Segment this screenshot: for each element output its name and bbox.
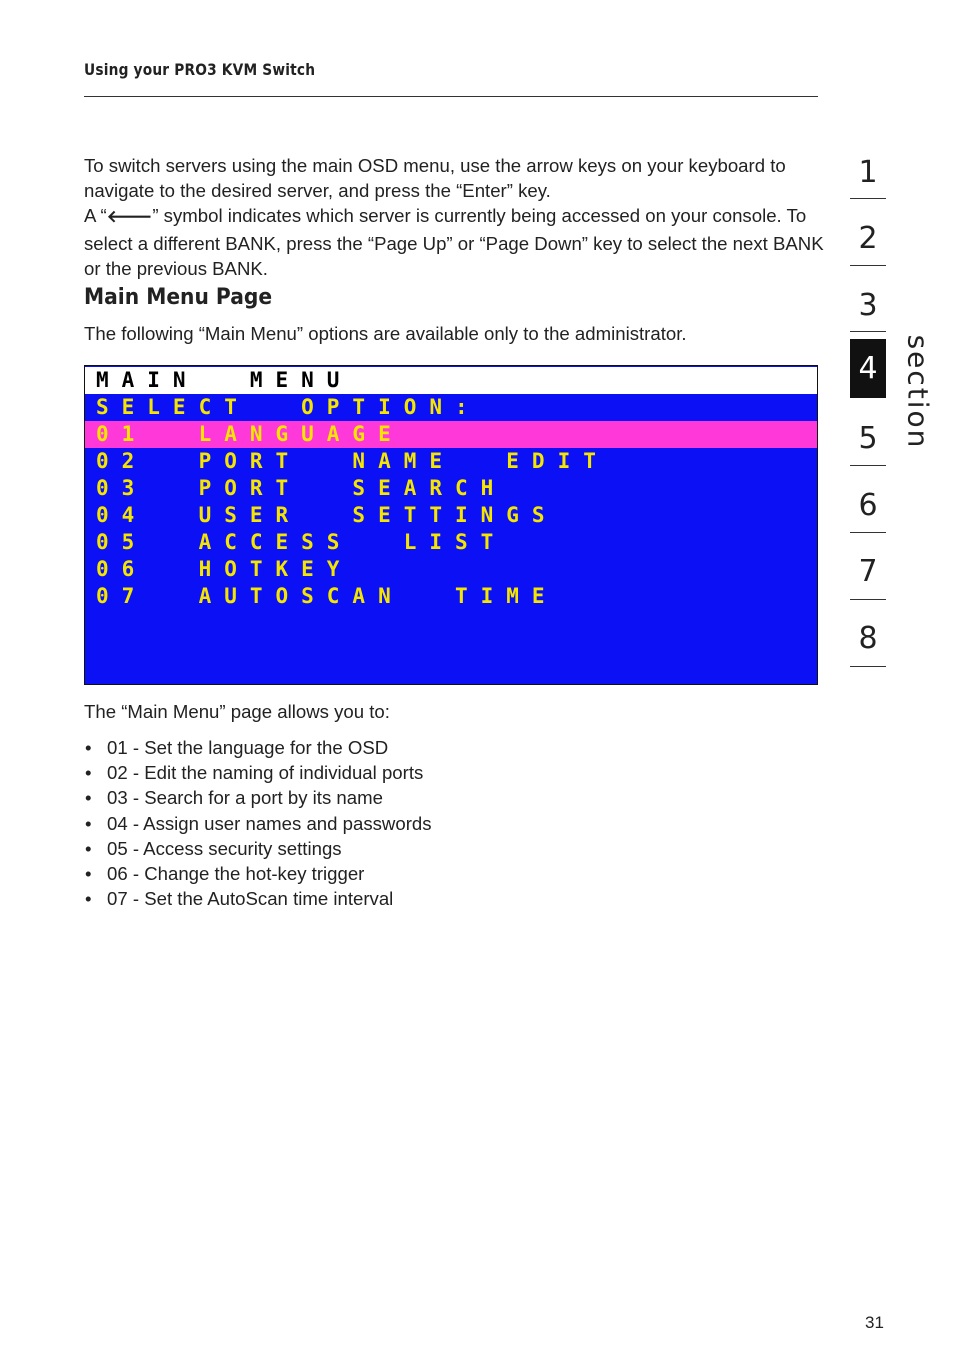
left-arrow-icon: 🡐 — [106, 207, 153, 228]
list-item: • 02 - Edit the naming of individual ports — [84, 760, 432, 785]
section-heading: Main Menu Page — [84, 285, 273, 310]
section-nav-item-5[interactable]: 5 — [858, 421, 878, 456]
section-nav-divider — [850, 465, 886, 466]
section-nav-divider — [850, 198, 886, 199]
section-nav-item-6[interactable]: 6 — [858, 488, 878, 523]
section-nav-item-7[interactable]: 7 — [858, 554, 878, 589]
section-label: section — [901, 334, 935, 450]
section-nav-item-4-active[interactable]: 4 — [850, 339, 886, 398]
intro-paragraph-1: To switch servers using the main OSD menu, use the arrow keys on your keyboard to navigate to the desired server, and press the “Enter” key. — [84, 155, 786, 202]
section-nav-item-8[interactable]: 8 — [858, 621, 878, 656]
intro-suffix: ” symbol indicates which server is currently being accessed on your console. To select a different BANK, press the “Page Up” or “Page Down” key to select the next BANK or the previous BANK. — [84, 205, 824, 279]
section-nav-divider — [850, 599, 886, 600]
osd-select-prompt: SELECT OPTION: — [96, 395, 481, 419]
osd-main-menu-screenshot — [84, 365, 818, 685]
list-item: • 04 - Assign user names and passwords — [84, 811, 432, 836]
osd-menu-item-access-list: 05 ACCESS LIST — [96, 530, 507, 554]
osd-menu-item-port-search: 03 PORT SEARCH — [96, 476, 507, 500]
section-nav-divider — [850, 532, 886, 533]
list-item: • 06 - Change the hot-key trigger — [84, 861, 432, 886]
osd-menu-item-autoscan-time: 07 AUTOSCAN TIME — [96, 584, 558, 608]
section-nav-divider — [850, 265, 886, 266]
main-menu-summary: The “Main Menu” page allows you to: — [84, 701, 390, 722]
list-item: • 03 - Search for a port by its name — [84, 785, 432, 810]
list-item: • 05 - Access security settings — [84, 836, 432, 861]
feature-list — [84, 735, 432, 911]
list-item: • 01 - Set the language for the OSD — [84, 735, 432, 760]
intro-paragraph-2 — [84, 203, 824, 281]
section-nav-item-3[interactable]: 3 — [858, 288, 878, 323]
osd-title: MAIN MENU — [85, 367, 817, 394]
header-divider — [84, 96, 818, 97]
osd-menu-item-hotkey: 06 HOTKEY — [96, 557, 353, 581]
list-item: • 07 - Set the AutoScan time interval — [84, 886, 432, 911]
section-nav-item-1[interactable]: 1 — [858, 155, 878, 190]
section-nav-divider — [850, 331, 886, 332]
intro-prefix: A “ — [84, 205, 107, 227]
section-nav-divider — [850, 666, 886, 667]
running-header: Using your PRO3 KVM Switch — [84, 60, 316, 79]
admin-note: The following “Main Menu” options are available only to the administrator. — [84, 323, 687, 344]
osd-menu-item-port-name-edit: 02 PORT NAME EDIT — [96, 449, 609, 473]
section-nav-item-2[interactable]: 2 — [858, 221, 878, 256]
osd-menu-item-language: 01 LANGUAGE — [85, 421, 817, 448]
intro-text — [84, 153, 824, 281]
osd-menu-item-user-settings: 04 USER SETTINGS — [96, 503, 558, 527]
page-number: 31 — [865, 1313, 884, 1332]
